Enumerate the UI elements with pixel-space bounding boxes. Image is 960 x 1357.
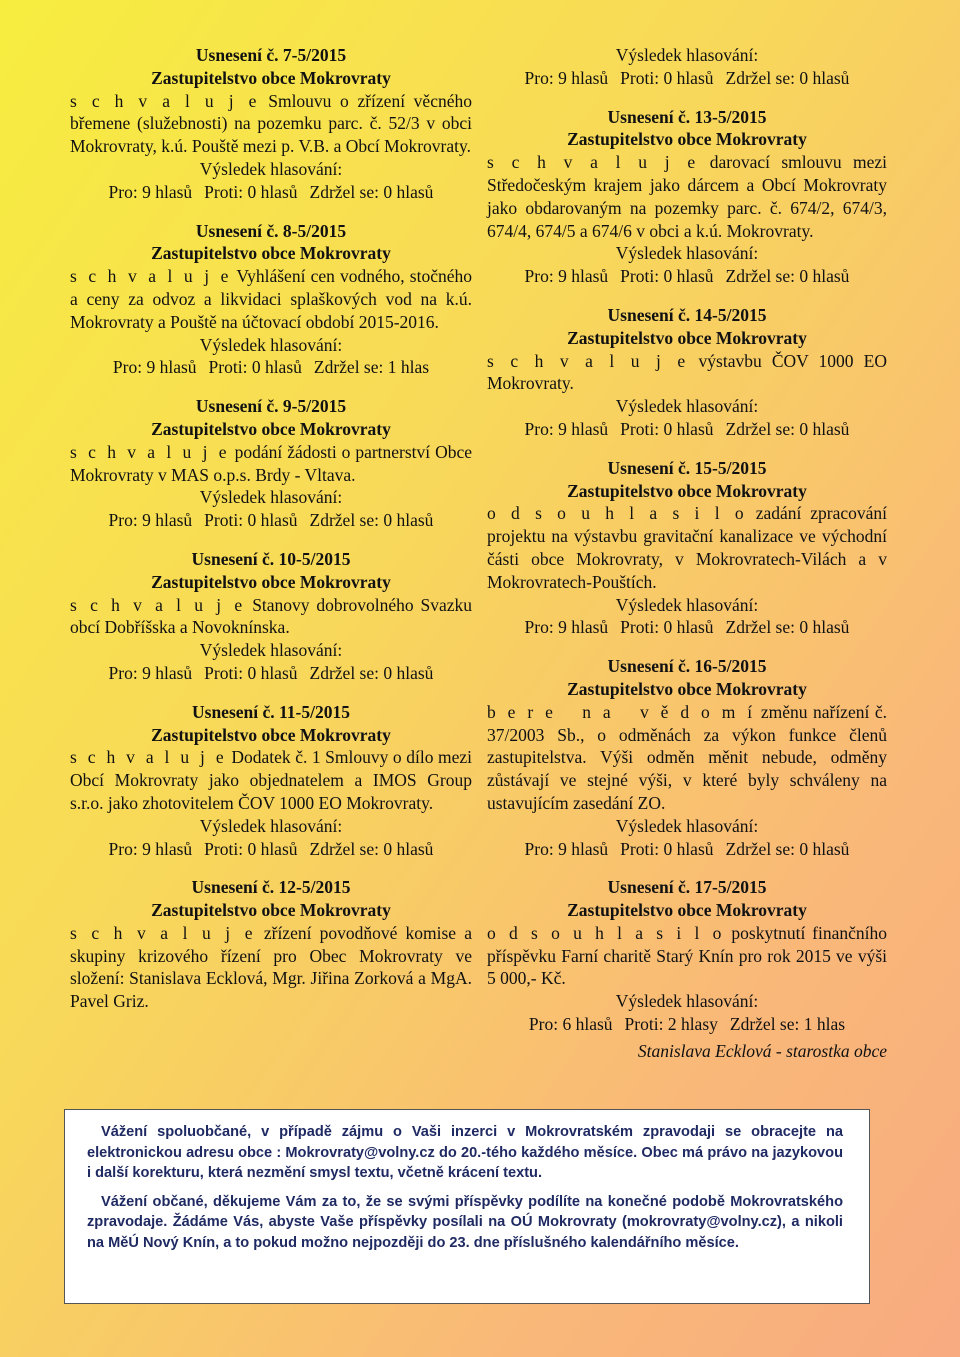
resolution-11	[70, 701, 472, 861]
resolution-number: Usnesení č. 11-5/2015	[192, 701, 350, 722]
resolution-15	[487, 457, 887, 639]
resolution-text: s c h v a l u j e zřízení povodňové komise a skupiny krizového řízení pro Obec Mokrovraty ve složení: Stanislava Ecklová, Mgr. Jiřina Zorková a MgA. Pavel Griz.	[70, 922, 472, 1012]
resolution-12-vote	[487, 44, 887, 90]
verb: s c h v a l u j e	[487, 350, 689, 371]
vote-heading: Výsledek hlasování:	[199, 334, 343, 355]
resolution-text: s c h v a l u j e podání žádosti o partnerství Obce Mokrovraty v MAS o.p.s. Brdy - Vltava.	[70, 441, 472, 485]
vote-result: Pro: 9 hlasů Proti: 0 hlasů Zdržel se: 0 hlasů	[524, 67, 850, 88]
verb: s c h v a l u j e	[70, 747, 227, 768]
resolution-number: Usnesení č. 14-5/2015	[607, 304, 767, 325]
resolution-number: Usnesení č. 17-5/2015	[607, 877, 767, 898]
left-column	[70, 44, 472, 1029]
vote-result: Pro: 9 hlasů Proti: 0 hlasů Zdržel se: 0 hlasů	[524, 838, 850, 859]
vote-heading: Výsledek hlasování:	[615, 991, 759, 1012]
resolution-17	[487, 876, 887, 1036]
resolution-12	[70, 876, 472, 1013]
council-name: Zastupitelstvo obce Mokrovraty	[151, 67, 391, 88]
council-name: Zastupitelstvo obce Mokrovraty	[567, 900, 807, 921]
notice-box	[64, 1109, 870, 1304]
resolution-number: Usnesení č. 10-5/2015	[191, 548, 351, 569]
council-name: Zastupitelstvo obce Mokrovraty	[151, 571, 391, 592]
vote-result: Pro: 9 hlasů Proti: 0 hlasů Zdržel se: 0 hlasů	[108, 662, 434, 683]
vote-heading: Výsledek hlasování:	[615, 45, 759, 65]
vote-heading: Výsledek hlasování:	[199, 640, 343, 661]
council-name: Zastupitelstvo obce Mokrovraty	[567, 129, 807, 150]
council-name: Zastupitelstvo obce Mokrovraty	[151, 418, 391, 439]
resolution-16	[487, 655, 887, 860]
vote-heading: Výsledek hlasování:	[615, 243, 759, 264]
verb: s c h v a l u j e	[70, 922, 256, 943]
council-name: Zastupitelstvo obce Mokrovraty	[151, 900, 391, 921]
resolution-number: Usnesení č. 12-5/2015	[191, 877, 351, 898]
vote-result: Pro: 6 hlasů Proti: 2 hlasy Zdržel se: 1 hlas	[528, 1014, 846, 1035]
resolution-number: Usnesení č. 15-5/2015	[607, 457, 767, 478]
resolution-text: s c h v a l u j e Stanovy dobrovolného Svazku obcí Dobříšska a Novoknínska.	[70, 594, 472, 638]
vote-heading: Výsledek hlasování:	[615, 594, 759, 615]
vote-result: Pro: 9 hlasů Proti: 0 hlasů Zdržel se: 0 hlasů	[108, 510, 434, 531]
vote-heading: Výsledek hlasování:	[199, 815, 343, 836]
resolution-text: s c h v a l u j e Vyhlášení cen vodného, stočného a ceny za odvoz a likvidaci splaškových vod na k.ú. Mokrovraty a Pouště na účtovací období 2015-2016.	[70, 266, 472, 332]
resolution-number: Usnesení č. 16-5/2015	[607, 656, 767, 677]
resolution-10	[70, 548, 472, 685]
council-name: Zastupitelstvo obce Mokrovraty	[567, 480, 807, 501]
verb: s c h v a l u j e	[70, 594, 246, 615]
resolution-14	[487, 304, 887, 441]
right-column	[487, 44, 887, 1063]
vote-result: Pro: 9 hlasů Proti: 0 hlasů Zdržel se: 1 hlas	[112, 357, 430, 378]
resolution-text: o d s o u h l a s i l o zadání zpracování projektu na výstavbu gravitační kanalizace ve východní části obce Mokrovraty, v Mokrovratech-Vilách a v Mokrovratech-Pouštích.	[487, 503, 887, 592]
council-name: Zastupitelstvo obce Mokrovraty	[151, 243, 391, 264]
verb: s c h v a l u j e	[487, 152, 699, 173]
vote-result: Pro: 9 hlasů Proti: 0 hlasů Zdržel se: 0 hlasů	[524, 266, 850, 287]
verb: s c h v a l u j e	[70, 266, 232, 287]
resolution-7	[70, 44, 472, 204]
council-name: Zastupitelstvo obce Mokrovraty	[567, 678, 807, 699]
resolution-text: s c h v a l u j e Smlouvu o zřízení věcného břemene (služebnosti) na pozemku parc. č. 52/3 v obci Mokrovraty, k.ú. Pouště mezi p. V.B. a Obcí Mokrovraty.	[70, 90, 472, 157]
verb: b e r e n a v ě d o m í	[487, 701, 756, 722]
notice-ads-paragraph: Vážení spoluobčané, v případě zájmu o Vaši inzerci v Mokrovratském zpravodaji se obracejte na elektronickou adresu obce : Mokrovraty@volny.cz do 20.-tého každého měsíce. Obec má právo na jazykovou i další korekturu, která nezmění smysl textu, včetně krácení textu.	[87, 1124, 843, 1181]
resolution-8	[70, 220, 472, 380]
vote-result: Pro: 9 hlasů Proti: 0 hlasů Zdržel se: 0 hlasů	[108, 838, 434, 859]
verb: s c h v a l u j e	[70, 90, 260, 111]
resolution-9	[70, 395, 472, 532]
resolution-text: s c h v a l u j e Dodatek č. 1 Smlouvy o dílo mezi Obcí Mokrovraty jako objednatelem a IMOS Group s.r.o. jako zhotovitelem ČOV 1000 EO Mokrovraty.	[70, 747, 472, 813]
resolution-text: o d s o u h l a s i l o poskytnutí finančního příspěvku Farní charitě Starý Knín pro rok 2015 ve výši 5 000,- Kč.	[487, 922, 888, 989]
resolution-number: Usnesení č. 8-5/2015	[195, 220, 347, 241]
vote-result: Pro: 9 hlasů Proti: 0 hlasů Zdržel se: 0 hlasů	[108, 181, 434, 202]
signature: Stanislava Ecklová - starostka obce	[637, 1040, 887, 1061]
verb: s c h v a l u j e	[70, 441, 230, 462]
resolution-text: b e r e n a v ě d o m í změnu nařízení č. 37/2003 Sb., o odměnách za výkon funkce členů zastupitelstva. Výši odměn měnit nebude, odměny zůstávají ve stejné výši, v které byly schváleny na ustavujícím zasedání ZO.	[487, 701, 887, 813]
resolution-13	[487, 106, 887, 288]
verb: o d s o u h l a s i l o	[487, 503, 747, 524]
vote-result: Pro: 9 hlasů Proti: 0 hlasů Zdržel se: 0 hlasů	[524, 617, 850, 638]
council-name: Zastupitelstvo obce Mokrovraty	[567, 327, 807, 348]
resolution-number: Usnesení č. 13-5/2015	[607, 106, 767, 127]
resolution-text: s c h v a l u j e výstavbu ČOV 1000 EO Mokrovraty.	[487, 350, 888, 394]
vote-heading: Výsledek hlasování:	[199, 487, 343, 508]
resolution-text: s c h v a l u j e darovací smlouvu mezi Středočeským krajem jako dárcem a Obcí Mokrovraty jako obdarovaným na pozemky parc. č. 674/2, 674/3, 674/4, 674/5 a 674/6 v obci a k.ú. Mokrovraty.	[487, 152, 887, 241]
vote-heading: Výsledek hlasování:	[615, 815, 759, 836]
vote-result: Pro: 9 hlasů Proti: 0 hlasů Zdržel se: 0 hlasů	[524, 418, 850, 439]
vote-heading: Výsledek hlasování:	[615, 396, 759, 417]
verb: o d s o u h l a s i l o	[487, 922, 725, 943]
notice-contributions-paragraph: Vážení občané, děkujeme Vám za to, že se svými příspěvky podílíte na konečné podobě Mokrovratského zpravodaje. Žádáme Vás, abyste Vaše příspěvky posílali na OÚ Mokrovraty (mokrovraty@volny.cz), a nikoli na MěÚ Nový Knín, a to pokud možno nejpozději do 23. dne příslušného kalendářního měsíce.	[87, 1193, 843, 1251]
vote-heading: Výsledek hlasování:	[199, 158, 343, 179]
council-name: Zastupitelstvo obce Mokrovraty	[151, 724, 391, 745]
resolution-number: Usnesení č. 7-5/2015	[195, 45, 347, 65]
resolution-number: Usnesení č. 9-5/2015	[195, 396, 347, 417]
